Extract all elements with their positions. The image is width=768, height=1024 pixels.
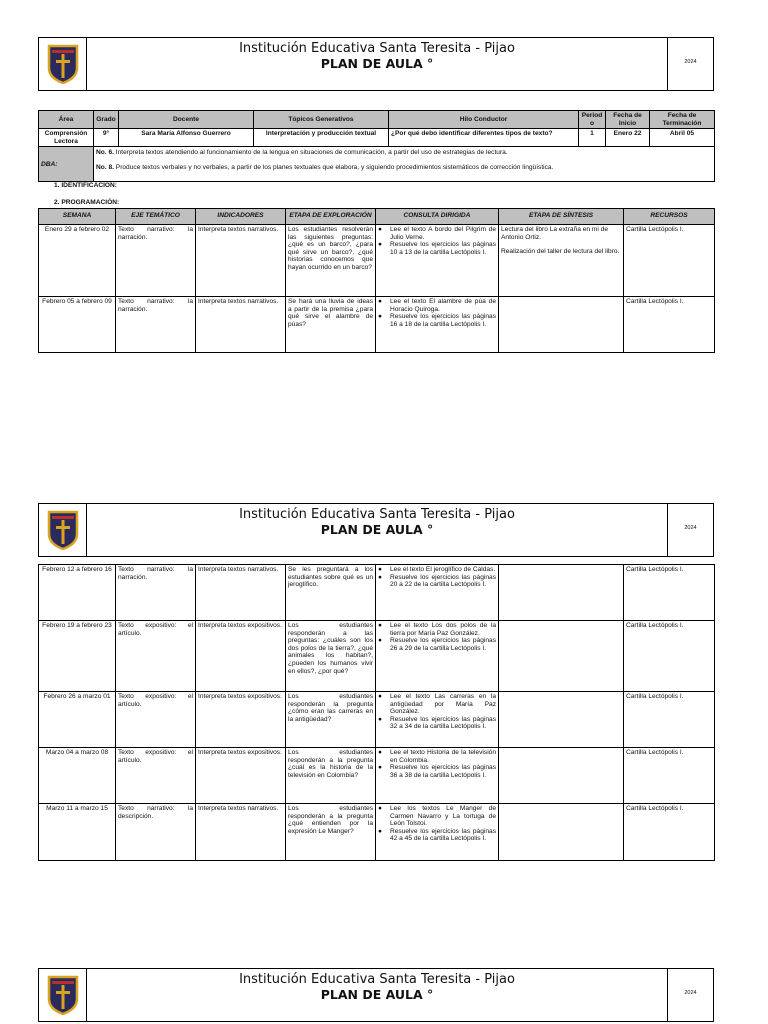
week-cell: Febrero 05 a febrero 09	[39, 297, 116, 353]
start-date-value: Enero 22	[606, 129, 650, 147]
section-programming: 2. PROGRAMACIÓN:	[54, 199, 120, 206]
logo-cell	[39, 38, 87, 90]
table-row	[39, 804, 715, 861]
indicator-cell: Interpreta textos narrativos.	[196, 565, 286, 621]
col-header: Docente	[119, 111, 254, 129]
consulta-cell	[376, 621, 499, 692]
synthesis-cell	[499, 565, 624, 621]
list-item: ● Lee el texto Historia de la televisión en Colombia.	[390, 749, 496, 764]
identification-value-row	[39, 129, 715, 147]
col-header: ETAPA DE SÍNTESIS	[499, 209, 624, 225]
week-cell: Febrero 12 a febrero 16	[39, 565, 116, 621]
resources-cell: Cartilla Lectópolis I.	[624, 225, 715, 297]
identification-header-row	[39, 111, 715, 129]
exploration-cell: Los estudiantes responderán a la pregunta ¿qué entienden por la expresión Le Manger?	[286, 804, 376, 861]
indicator-cell: Interpreta textos narrativos.	[196, 297, 286, 353]
axis-cell: Texto expositivo: el artículo.	[116, 621, 196, 692]
exploration-cell: Los estudiantes responderán la pregunta ¿cómo eran las carreras en la antigüedad?	[286, 692, 376, 748]
col-header: EJE TEMÁTICO	[116, 209, 196, 225]
synthesis-text: Realización del taller de lectura del libro.	[501, 248, 620, 256]
section-identification: 1. IDENTIFICACIÓN:	[54, 182, 118, 189]
synthesis-cell	[499, 804, 624, 861]
col-header: Fecha de Inicio	[606, 111, 650, 129]
axis-cell: Texto expositivo: el artículo.	[116, 748, 196, 804]
col-header: RECURSOS	[624, 209, 715, 225]
year-label: 2024	[667, 969, 713, 1021]
col-header: Área	[39, 111, 94, 129]
synthesis-cell	[499, 692, 624, 748]
indicator-cell: Interpreta textos narrativos.	[196, 804, 286, 861]
page-header-3	[38, 968, 714, 1022]
consulta-cell	[376, 692, 499, 748]
dba-content	[94, 147, 715, 182]
consulta-cell	[376, 748, 499, 804]
list-item: ● Lee el texto A bordo del Pilgrim de Julio Verne.	[390, 226, 496, 241]
dba-number: No. 8.	[96, 163, 114, 171]
col-header: Periodo	[579, 111, 606, 129]
identification-table	[38, 110, 715, 182]
plan-title: PLAN DE AULA °	[320, 987, 434, 1002]
col-header: SEMANA	[39, 209, 116, 225]
institution-name: Institución Educativa Santa Teresita - Pijao	[239, 507, 515, 522]
header-title-cell	[87, 504, 667, 556]
week-cell: Marzo 11 a marzo 15	[39, 804, 116, 861]
week-cell: Enero 29 a febrero 02	[39, 225, 116, 297]
indicator-cell: Interpreta textos narrativos.	[196, 225, 286, 297]
col-header: ETAPA DE EXPLORACIÓN	[286, 209, 376, 225]
thread-value: ¿Por qué debo identificar diferentes tipos de texto?	[389, 129, 579, 147]
table-row	[39, 748, 715, 804]
consulta-cell	[376, 225, 499, 297]
page-header-1	[38, 37, 714, 91]
axis-cell: Texto narrativo: la narración.	[116, 297, 196, 353]
col-header: Fecha de Terminación	[650, 111, 715, 129]
axis-cell: Texto expositivo: el artículo.	[116, 692, 196, 748]
col-header: Tópicos Generativos	[254, 111, 389, 129]
axis-cell: Texto narrativo: la narración.	[116, 565, 196, 621]
list-item: ● Resuelve los ejercicios las páginas 36 a 38 de la cartilla Lectópolis I.	[390, 764, 496, 779]
indicator-cell: Interpreta textos expositivos.	[196, 748, 286, 804]
table-row	[39, 297, 715, 353]
programming-header-row	[39, 209, 715, 225]
exploration-cell: Los estudiantes resolverán las siguientes preguntas: ¿qué es un barco?, ¿para qué sirve un barco?, ¿qué historias conocemos que hayan ocurrido en un barco?	[286, 225, 376, 297]
week-cell: Marzo 04 a marzo 08	[39, 748, 116, 804]
dba-text: Interpreta textos atendiendo al funcionamiento de la lengua en situaciones de comunicación, a partir del uso de estrategias de lectura.	[115, 149, 508, 157]
axis-cell: Texto narrativo: la descripción.	[116, 804, 196, 861]
plan-title: PLAN DE AULA °	[320, 56, 434, 71]
resources-cell: Cartilla Lectópolis I.	[624, 565, 715, 621]
list-item: ● Resuelve los ejercicios las páginas 26 a 29 de la cartilla Lectópolis I.	[390, 637, 496, 652]
logo-cell	[39, 969, 87, 1021]
resources-cell: Cartilla Lectópolis I.	[624, 804, 715, 861]
week-cell: Febrero 26 a marzo 01	[39, 692, 116, 748]
synthesis-cell	[499, 297, 624, 353]
consulta-cell	[376, 565, 499, 621]
table-row	[39, 565, 715, 621]
header-title-cell	[87, 969, 667, 1021]
school-crest-logo	[47, 510, 79, 550]
axis-cell: Texto narrativo: la narración.	[116, 225, 196, 297]
list-item: ● Lee el texto Los dos polos de la tierra por María Paz González.	[390, 622, 496, 637]
indicator-cell: Interpreta textos expositivos.	[196, 621, 286, 692]
year-label: 2024	[667, 38, 713, 90]
resources-cell: Cartilla Lectópolis I.	[624, 621, 715, 692]
page-header-2	[38, 503, 714, 557]
dba-item	[96, 149, 712, 157]
period-value: 1	[579, 129, 606, 147]
list-item: ● Resuelve los ejercicios las páginas 32 a 34 de la cartilla Lectópolis I.	[390, 716, 496, 731]
consulta-cell	[376, 804, 499, 861]
list-item: ● Resuelve los ejercicios las páginas 10 a 13 de la cartilla Lectópolis I.	[390, 241, 496, 256]
end-date-value: Abril 05	[650, 129, 715, 147]
synthesis-text: Lectura del libro La extraña en mi de Antonio Ortiz.	[501, 226, 609, 241]
list-item: ● Resuelve los ejercicios las páginas 16 a 18 de la cartilla Lectópolis I.	[390, 313, 496, 328]
topics-value: Interpretación y producción textual	[254, 129, 389, 147]
header-title-cell	[87, 38, 667, 90]
resources-cell: Cartilla Lectópolis I.	[624, 297, 715, 353]
institution-name: Institución Educativa Santa Teresita - Pijao	[239, 41, 515, 56]
logo-cell	[39, 504, 87, 556]
list-item: ● Lee el texto El jeroglífico de Caldas.	[390, 566, 496, 574]
year-label: 2024	[667, 504, 713, 556]
col-header: INDICADORES	[196, 209, 286, 225]
dba-item	[96, 164, 712, 172]
synthesis-cell	[499, 748, 624, 804]
area-value: Comprensión Lectora	[39, 129, 94, 147]
table-row	[39, 225, 715, 297]
institution-name: Institución Educativa Santa Teresita - Pijao	[239, 972, 515, 987]
dba-row	[39, 147, 715, 182]
exploration-cell: Se hará una lluvia de ideas a partir de la premisa ¿para qué sirve el alambre de púas?	[286, 297, 376, 353]
list-item: ● Lee los textos Le Manger de Carmen Navarro y La tortuga de León Tolstoi.	[390, 805, 496, 828]
col-header: Hilo Conductor	[389, 111, 579, 129]
indicator-cell: Interpreta textos expositivos.	[196, 692, 286, 748]
list-item: ● Resuelve los ejercicios las páginas 20 a 22 de la cartilla Lectópolis I.	[390, 574, 496, 589]
consulta-cell	[376, 297, 499, 353]
list-item: ● Lee el texto Las carreras en la antigüedad por María Paz González.	[390, 693, 496, 716]
school-crest-logo	[47, 975, 79, 1015]
synthesis-cell	[499, 225, 624, 297]
synthesis-cell	[499, 621, 624, 692]
col-header: CONSULTA DIRIGIDA	[376, 209, 499, 225]
list-item: ● Lee el texto El alambre de púa de Horacio Quiroga.	[390, 298, 496, 313]
week-cell: Febrero 19 a febrero 23	[39, 621, 116, 692]
dba-text: Produce textos verbales y no verbales, a partir de los planes textuales que elabora, y siguiendo procedimientos sistemáticos de corrección lingüística.	[115, 163, 554, 171]
col-header: Grado	[94, 111, 119, 129]
table-row	[39, 621, 715, 692]
exploration-cell: Los estudiantes responderán a la pregunta ¿cuál es la historia de la televisión en Colombia?	[286, 748, 376, 804]
resources-cell: Cartilla Lectópolis I.	[624, 692, 715, 748]
school-crest-logo	[47, 44, 79, 84]
dba-label: DBA:	[39, 147, 94, 182]
resources-cell: Cartilla Lectópolis I.	[624, 748, 715, 804]
dba-number: No. 6.	[96, 149, 114, 157]
exploration-cell: Se les preguntará a los estudiantes sobre qué es un jeroglífico.	[286, 565, 376, 621]
grade-value: 9°	[94, 129, 119, 147]
plan-title: PLAN DE AULA °	[320, 522, 434, 537]
teacher-value: Sara María Alfonso Guerrero	[119, 129, 254, 147]
programming-table-page-1	[38, 208, 715, 353]
list-item: ● Resuelve los ejercicios las páginas 42 a 45 de la cartilla Lectópolis I.	[390, 828, 496, 843]
table-row	[39, 692, 715, 748]
exploration-cell: Los estudiantes responderán a las preguntas: ¿cuáles son los dos polos de la tierra?, ¿qué animales los habitan?, ¿pueden los humanos vivir en ellos?, ¿por qué?	[286, 621, 376, 692]
programming-table-page-2	[38, 564, 715, 861]
